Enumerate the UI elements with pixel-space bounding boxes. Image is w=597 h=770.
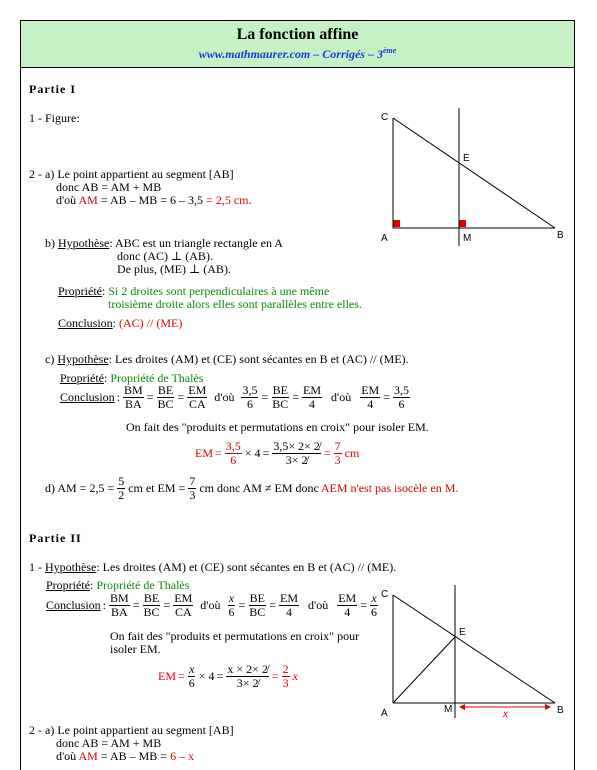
- frac-den: BC: [272, 397, 289, 411]
- p2-q1-l1: : Les droites (AM) et (CE) sont sécantes en B et (AC) // (ME).: [96, 560, 397, 574]
- frac-em-4-b: [360, 384, 380, 411]
- p1-b-prop-colon: :: [102, 284, 109, 298]
- fig2-label-c: C: [381, 589, 389, 600]
- em-label: EM: [158, 669, 176, 683]
- p2-q1-line1: [29, 560, 396, 575]
- p1-b-line2: donc (AC) ⊥ (AB).: [117, 249, 213, 263]
- p1-q2a-line1: 2 - a) Le point appartient au segment [AB]: [29, 167, 234, 181]
- p2-em-equation: [158, 663, 298, 690]
- dou-text: d'où: [200, 598, 221, 612]
- p2-conc-label: Conclusion: [46, 598, 101, 612]
- frac-den: CA: [188, 397, 206, 411]
- p1-q2a-line2: donc AB = AM + MB: [56, 180, 162, 194]
- p1-q1: 1 - Figure:: [29, 111, 80, 125]
- p1-q2a-dot: .: [248, 193, 252, 207]
- part2-title: Partie II: [29, 531, 82, 545]
- frac-num: 3,5: [393, 383, 409, 397]
- fig2-arrow-left-head: [459, 704, 465, 710]
- frac-num: 3,5: [225, 439, 241, 453]
- fig2-segment-ae: [393, 637, 455, 703]
- p1-b-conc-colon: :: [112, 316, 120, 330]
- d-text3: cm donc AM ≠ EM donc: [199, 481, 319, 495]
- equals-sign: =: [261, 390, 269, 404]
- frac-num: 7: [334, 439, 341, 453]
- p1-b-conc-label: Conclusion: [58, 316, 113, 330]
- frac-be-bc-2: [271, 384, 289, 411]
- frac-den: 3: [334, 453, 341, 467]
- frac-cancel: [272, 440, 321, 467]
- p2-q2a-line1: 2 - a) Le point appartient au segment [AB]: [29, 723, 234, 737]
- frac-35-6: [241, 384, 258, 411]
- d-text2: cm et EM =: [128, 481, 186, 495]
- frac-35-6-c: [225, 440, 242, 467]
- d-conclusion: AEM n'est pas isocèle en M.: [320, 481, 459, 495]
- page-header: [20, 20, 575, 68]
- frac-num: EM: [303, 383, 322, 397]
- times-4: × 4: [198, 669, 215, 683]
- part1-title: Partie I: [29, 82, 76, 96]
- frac-num: x × 2× 2̸: [227, 662, 268, 676]
- frac-num: BE: [157, 383, 174, 397]
- p1-q2a-calc: = AB – MB = 6 – 3,5: [97, 193, 207, 207]
- d-text1: d) AM = 2,5 =: [45, 481, 115, 495]
- frac-num: BE: [249, 591, 265, 605]
- equals-sign: =: [216, 669, 224, 683]
- dou-text: d'où: [308, 598, 329, 612]
- p1-c-conc-colon: :: [116, 390, 121, 404]
- frac-num: 2: [282, 662, 289, 676]
- frac-den: 3× 2̸: [236, 676, 259, 690]
- page-title: La fonction affine: [236, 26, 359, 43]
- frac-den: BC: [157, 397, 174, 411]
- fig1-segment-cb: [393, 118, 555, 228]
- frac-den: 4: [286, 605, 293, 619]
- equals-sign: =: [262, 446, 270, 460]
- frac-em-4-b: [337, 592, 357, 619]
- p1-c-conclusion-equation: [60, 384, 411, 411]
- equals-sign: =: [178, 669, 185, 683]
- p1-q2a-am: AM: [78, 193, 98, 207]
- fig2-label-x: x: [503, 709, 508, 720]
- fig2-label-b: B: [557, 705, 564, 716]
- frac-den: 6: [246, 397, 253, 411]
- frac-bm-ba: [123, 384, 144, 411]
- frac-num: BM: [124, 383, 143, 397]
- frac-den: 2: [118, 488, 125, 502]
- equals-sign: =: [292, 390, 300, 404]
- equals-sign: =: [177, 390, 185, 404]
- p1-c-em-equation: [195, 440, 359, 467]
- p1-b-prop-label: Propriété: [58, 284, 102, 298]
- frac-num: EM: [280, 591, 299, 605]
- p2-note-line1: On fait des "produits et permutations en croix" pour: [110, 629, 360, 643]
- frac-num: 7: [189, 474, 196, 488]
- frac-x-6: [227, 592, 235, 619]
- dou-text: d'où: [214, 390, 235, 404]
- fig2-segment-cb: [393, 595, 555, 703]
- p1-b-line3: De plus, (ME) ⊥ (AB).: [117, 262, 231, 276]
- p2-q1-label: 1 -: [29, 560, 45, 574]
- equals-sign: =: [271, 669, 279, 683]
- fig1-label-e: E: [463, 153, 470, 164]
- equals-sign: =: [163, 598, 171, 612]
- frac-7-3-d: [188, 475, 196, 502]
- frac-35-6-b: [393, 384, 410, 411]
- p2-q2a-am: AM: [78, 749, 98, 763]
- equals-sign: =: [146, 390, 154, 404]
- page-subtitle: [21, 46, 574, 62]
- frac-be-bc-2: [248, 592, 266, 619]
- p2-conclusion-equation: [46, 592, 379, 619]
- p1-c-prop-text: Propriété de Thalès: [110, 371, 204, 385]
- frac-num: BM: [110, 591, 129, 605]
- p1-b-l1: : ABC est un triangle rectangle en A: [109, 236, 283, 250]
- frac-num: EM: [338, 591, 357, 605]
- frac-be-bc: [156, 384, 174, 411]
- p1-q2a-dou: d'où: [56, 193, 79, 207]
- p1-c-conc-label: Conclusion: [60, 390, 115, 404]
- p1-q2a-result: = 2,5 cm: [206, 193, 249, 207]
- times-4: × 4: [244, 446, 261, 460]
- fig2-label-a: A: [381, 708, 388, 719]
- frac-7-3: [334, 440, 342, 467]
- fig1-label-a: A: [381, 233, 388, 244]
- equals-sign: =: [323, 446, 331, 460]
- equals-sign: =: [238, 598, 246, 612]
- frac-cancel: [226, 663, 269, 690]
- p1-c-hyp: Hypothèse: [57, 352, 109, 366]
- frac-den: 6: [370, 605, 377, 619]
- frac-num: EM: [188, 383, 207, 397]
- p1-b-label: b): [45, 236, 58, 250]
- p2-q2a-calc: = AB – MB =: [97, 749, 171, 763]
- equals-sign: =: [215, 446, 222, 460]
- p2-q2a-line3: [56, 749, 194, 764]
- frac-5-2: [117, 475, 125, 502]
- p1-d-line: [45, 475, 458, 502]
- em-label: EM: [195, 446, 213, 460]
- p2-q2a-dou: d'où: [56, 749, 79, 763]
- p1-b-conc-text: (AC) // (ME): [119, 316, 183, 330]
- frac-x-6-c: [188, 663, 196, 690]
- p2-prop-label: Propriété: [46, 578, 90, 592]
- p2-q2a-result: 6 – x: [170, 749, 195, 763]
- frac-den: 6: [228, 605, 235, 619]
- p1-c-label: c): [45, 352, 58, 366]
- equals-sign: =: [383, 390, 390, 404]
- frac-em-4: [302, 384, 322, 411]
- frac-den: BC: [143, 605, 160, 619]
- fig1-label-m: M: [463, 233, 472, 244]
- p2-q2a-line2: donc AB = AM + MB: [56, 736, 162, 750]
- subtitle-rest: – Corrigés – 3: [310, 47, 383, 61]
- frac-den: 4: [309, 397, 316, 411]
- p1-q2a-line3: [56, 193, 252, 208]
- figure-2: [375, 585, 575, 720]
- frac-num: x: [228, 591, 235, 605]
- frac-den: 3× 2̸: [285, 453, 308, 467]
- p2-conc-colon: :: [102, 598, 107, 612]
- frac-em-4: [279, 592, 299, 619]
- figure-1: [375, 108, 575, 248]
- frac-num: 3,5× 2× 2̸: [273, 439, 320, 453]
- fig2-label-m: M: [444, 704, 453, 715]
- frac-den: 3: [189, 488, 196, 502]
- equals-sign: =: [269, 598, 277, 612]
- x-var: x: [292, 669, 298, 683]
- p1-c-prop-label: Propriété: [60, 371, 104, 385]
- fig1-right-angle-a: [393, 220, 400, 227]
- frac-den: 6: [230, 453, 237, 467]
- equals-sign: =: [360, 598, 367, 612]
- frac-num: EM: [361, 383, 380, 397]
- fig2-label-e: E: [459, 627, 466, 638]
- p2-prop-text: Propriété de Thalès: [96, 578, 190, 592]
- equals-sign: =: [132, 598, 140, 612]
- frac-den: BC: [249, 605, 266, 619]
- p1-c-prop-colon: :: [104, 371, 111, 385]
- p2-q1-hyp: Hypothèse: [45, 560, 97, 574]
- p1-c-l1: : Les droites (AM) et (CE) sont sécantes en B et (AC) // (ME).: [108, 352, 409, 366]
- site-name: www.mathmaurer.com: [198, 47, 311, 61]
- frac-num: EM: [174, 591, 193, 605]
- frac-num: x: [189, 662, 195, 676]
- p1-c-note: On fait des "produits et permutations en croix" pour isoler EM.: [126, 420, 429, 434]
- cm-unit: cm: [344, 446, 360, 460]
- frac-den: 4: [367, 397, 374, 411]
- p2-prop-colon: :: [90, 578, 97, 592]
- frac-den: CA: [174, 605, 192, 619]
- frac-be-bc: [142, 592, 160, 619]
- frac-num: BE: [143, 591, 160, 605]
- p1-b-hyp: Hypothèse: [58, 236, 110, 250]
- frac-num: x: [371, 591, 377, 605]
- p1-b-prop-text2: troisième droite alors elles sont parallèles entre elles.: [108, 297, 362, 311]
- frac-den: BA: [125, 397, 142, 411]
- fig1-label-c: C: [381, 112, 389, 123]
- p1-b-prop-text1: Si 2 droites sont perpendiculaires à une même: [108, 284, 330, 298]
- dou-text: d'où: [331, 390, 352, 404]
- frac-den: 6: [398, 397, 405, 411]
- frac-den: 6: [188, 676, 195, 690]
- subtitle-sup: ème: [382, 46, 397, 55]
- frac-bm-ba: [109, 592, 130, 619]
- frac-em-ca: [173, 592, 193, 619]
- fig1-label-b: B: [557, 230, 564, 241]
- p1-b-conc: [58, 316, 182, 331]
- frac-em-ca: [187, 384, 207, 411]
- frac-den: 3: [282, 676, 289, 690]
- frac-num: 3,5: [242, 383, 258, 397]
- fig1-right-angle-m: [459, 220, 466, 227]
- frac-den: 4: [344, 605, 351, 619]
- frac-num: 5: [118, 474, 125, 488]
- frac-den: BA: [111, 605, 128, 619]
- frac-2-3: [282, 663, 290, 690]
- p2-note-line2: isoler EM.: [110, 642, 161, 656]
- frac-num: BE: [272, 383, 288, 397]
- p1-c-line1: [45, 352, 409, 367]
- fig2-arrow-right-head: [545, 704, 551, 710]
